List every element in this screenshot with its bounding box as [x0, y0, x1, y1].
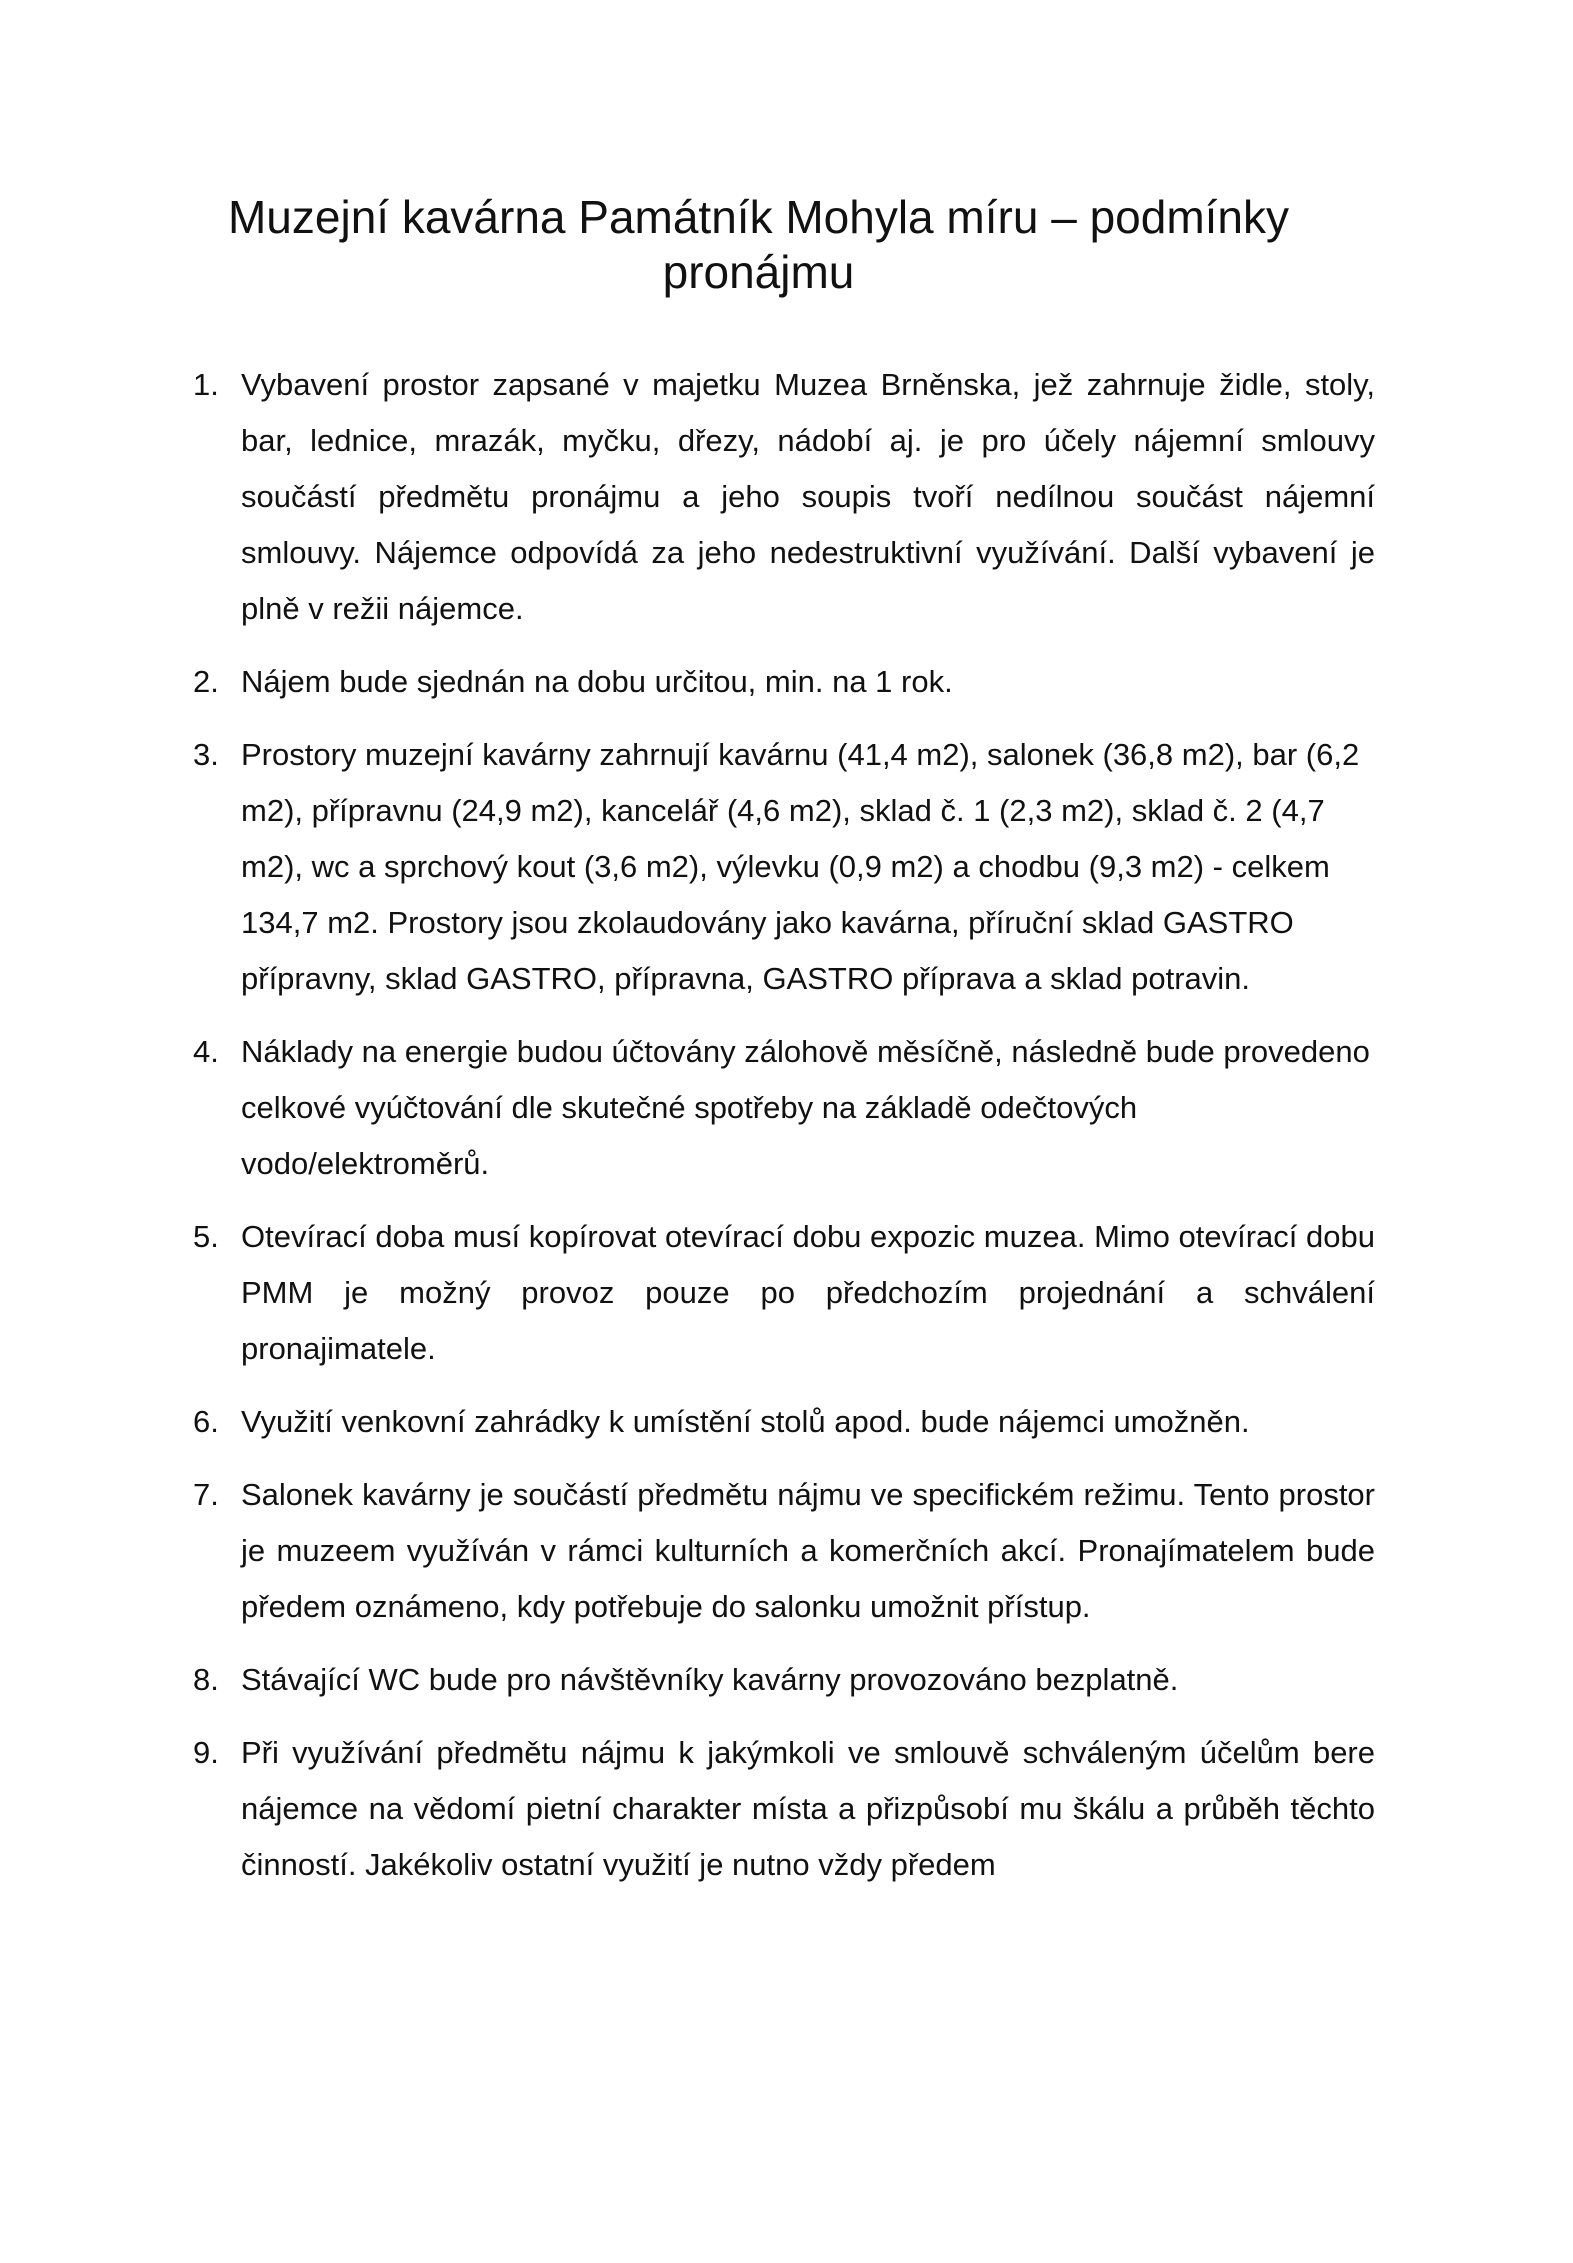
- list-item: [193, 1652, 1375, 1708]
- item-number: 8.: [193, 1662, 219, 1697]
- item-text: Prostory muzejní kavárny zahrnují kavárnu (41,4 m2), salonek (36,8 m2), bar (6,2 m2), přípravnu (24,9 m2), kancelář (4,6 m2), sklad č. 1 (2,3 m2), sklad č. 2 (4,7 m2), wc a sprchový kout (3,6 m2), výlevku (0,9 m2) a chodbu (9,3 m2) - celkem 134,7 m2. Prostory jsou zkolaudovány jako kavárna, příruční sklad GASTRO přípravny, sklad GASTRO, přípravna, GASTRO příprava a sklad potravin.: [241, 737, 1360, 996]
- item-number: 5.: [193, 1219, 219, 1254]
- conditions-list: [193, 357, 1375, 1910]
- item-number: 4.: [193, 1034, 219, 1069]
- item-text: Salonek kavárny je součástí předmětu nájmu ve specifickém režimu. Tento prostor je muzeem využíván v rámci kulturních a komerčních akcí. Pronajímatelem bude předem oznámeno, kdy potřebuje do salonku umožnit přístup.: [241, 1477, 1375, 1624]
- item-number: 1.: [193, 367, 219, 402]
- list-item: [193, 727, 1375, 1007]
- item-text: Při využívání předmětu nájmu k jakýmkoli ve smlouvě schváleným účelům bere nájemce na vědomí pietní charakter místa a přizpůsobí mu škálu a průběh těchto činností. Jakékoliv ostatní využití je nutno vždy předem: [241, 1735, 1375, 1882]
- item-text: Otevírací doba musí kopírovat otevírací dobu expozic muzea. Mimo otevírací dobu PMM je možný provoz pouze po předchozím projednání a schválení pronajimatele.: [241, 1219, 1375, 1366]
- item-text: Využití venkovní zahrádky k umístění stolů apod. bude nájemci umožněn.: [241, 1404, 1250, 1439]
- item-text: Nájem bude sjednán na dobu určitou, min. na 1 rok.: [241, 664, 953, 699]
- list-item: [193, 654, 1375, 710]
- item-number: 9.: [193, 1735, 219, 1770]
- list-item: [193, 1725, 1375, 1893]
- item-number: 2.: [193, 664, 219, 699]
- list-item: [193, 1209, 1375, 1377]
- item-number: 3.: [193, 737, 219, 772]
- list-item: [193, 1467, 1375, 1635]
- item-text: Stávající WC bude pro návštěvníky kavárny provozováno bezplatně.: [241, 1662, 1179, 1697]
- item-number: 6.: [193, 1404, 219, 1439]
- document-title: Muzejní kavárna Památník Mohyla míru – podmínky pronájmu: [227, 191, 1289, 298]
- list-item: [193, 1024, 1375, 1192]
- item-text: Náklady na energie budou účtovány zálohově měsíčně, následně bude provedeno celkové vyúčtování dle skutečné spotřeby na základě odečtových vodo/elektroměrů.: [241, 1034, 1370, 1181]
- list-item: [193, 1394, 1375, 1450]
- item-number: 7.: [193, 1477, 219, 1512]
- item-text: Vybavení prostor zapsané v majetku Muzea Brněnska, jež zahrnuje židle, stoly, bar, lednice, mrazák, myčku, dřezy, nádobí aj. je pro účely nájemní smlouvy součástí předmětu pronájmu a jeho soupis tvoří nedílnou součást nájemní smlouvy. Nájemce odpovídá za jeho nedestruktivní využívání. Další vybavení je plně v režii nájemce.: [241, 367, 1375, 626]
- list-item: [193, 357, 1375, 637]
